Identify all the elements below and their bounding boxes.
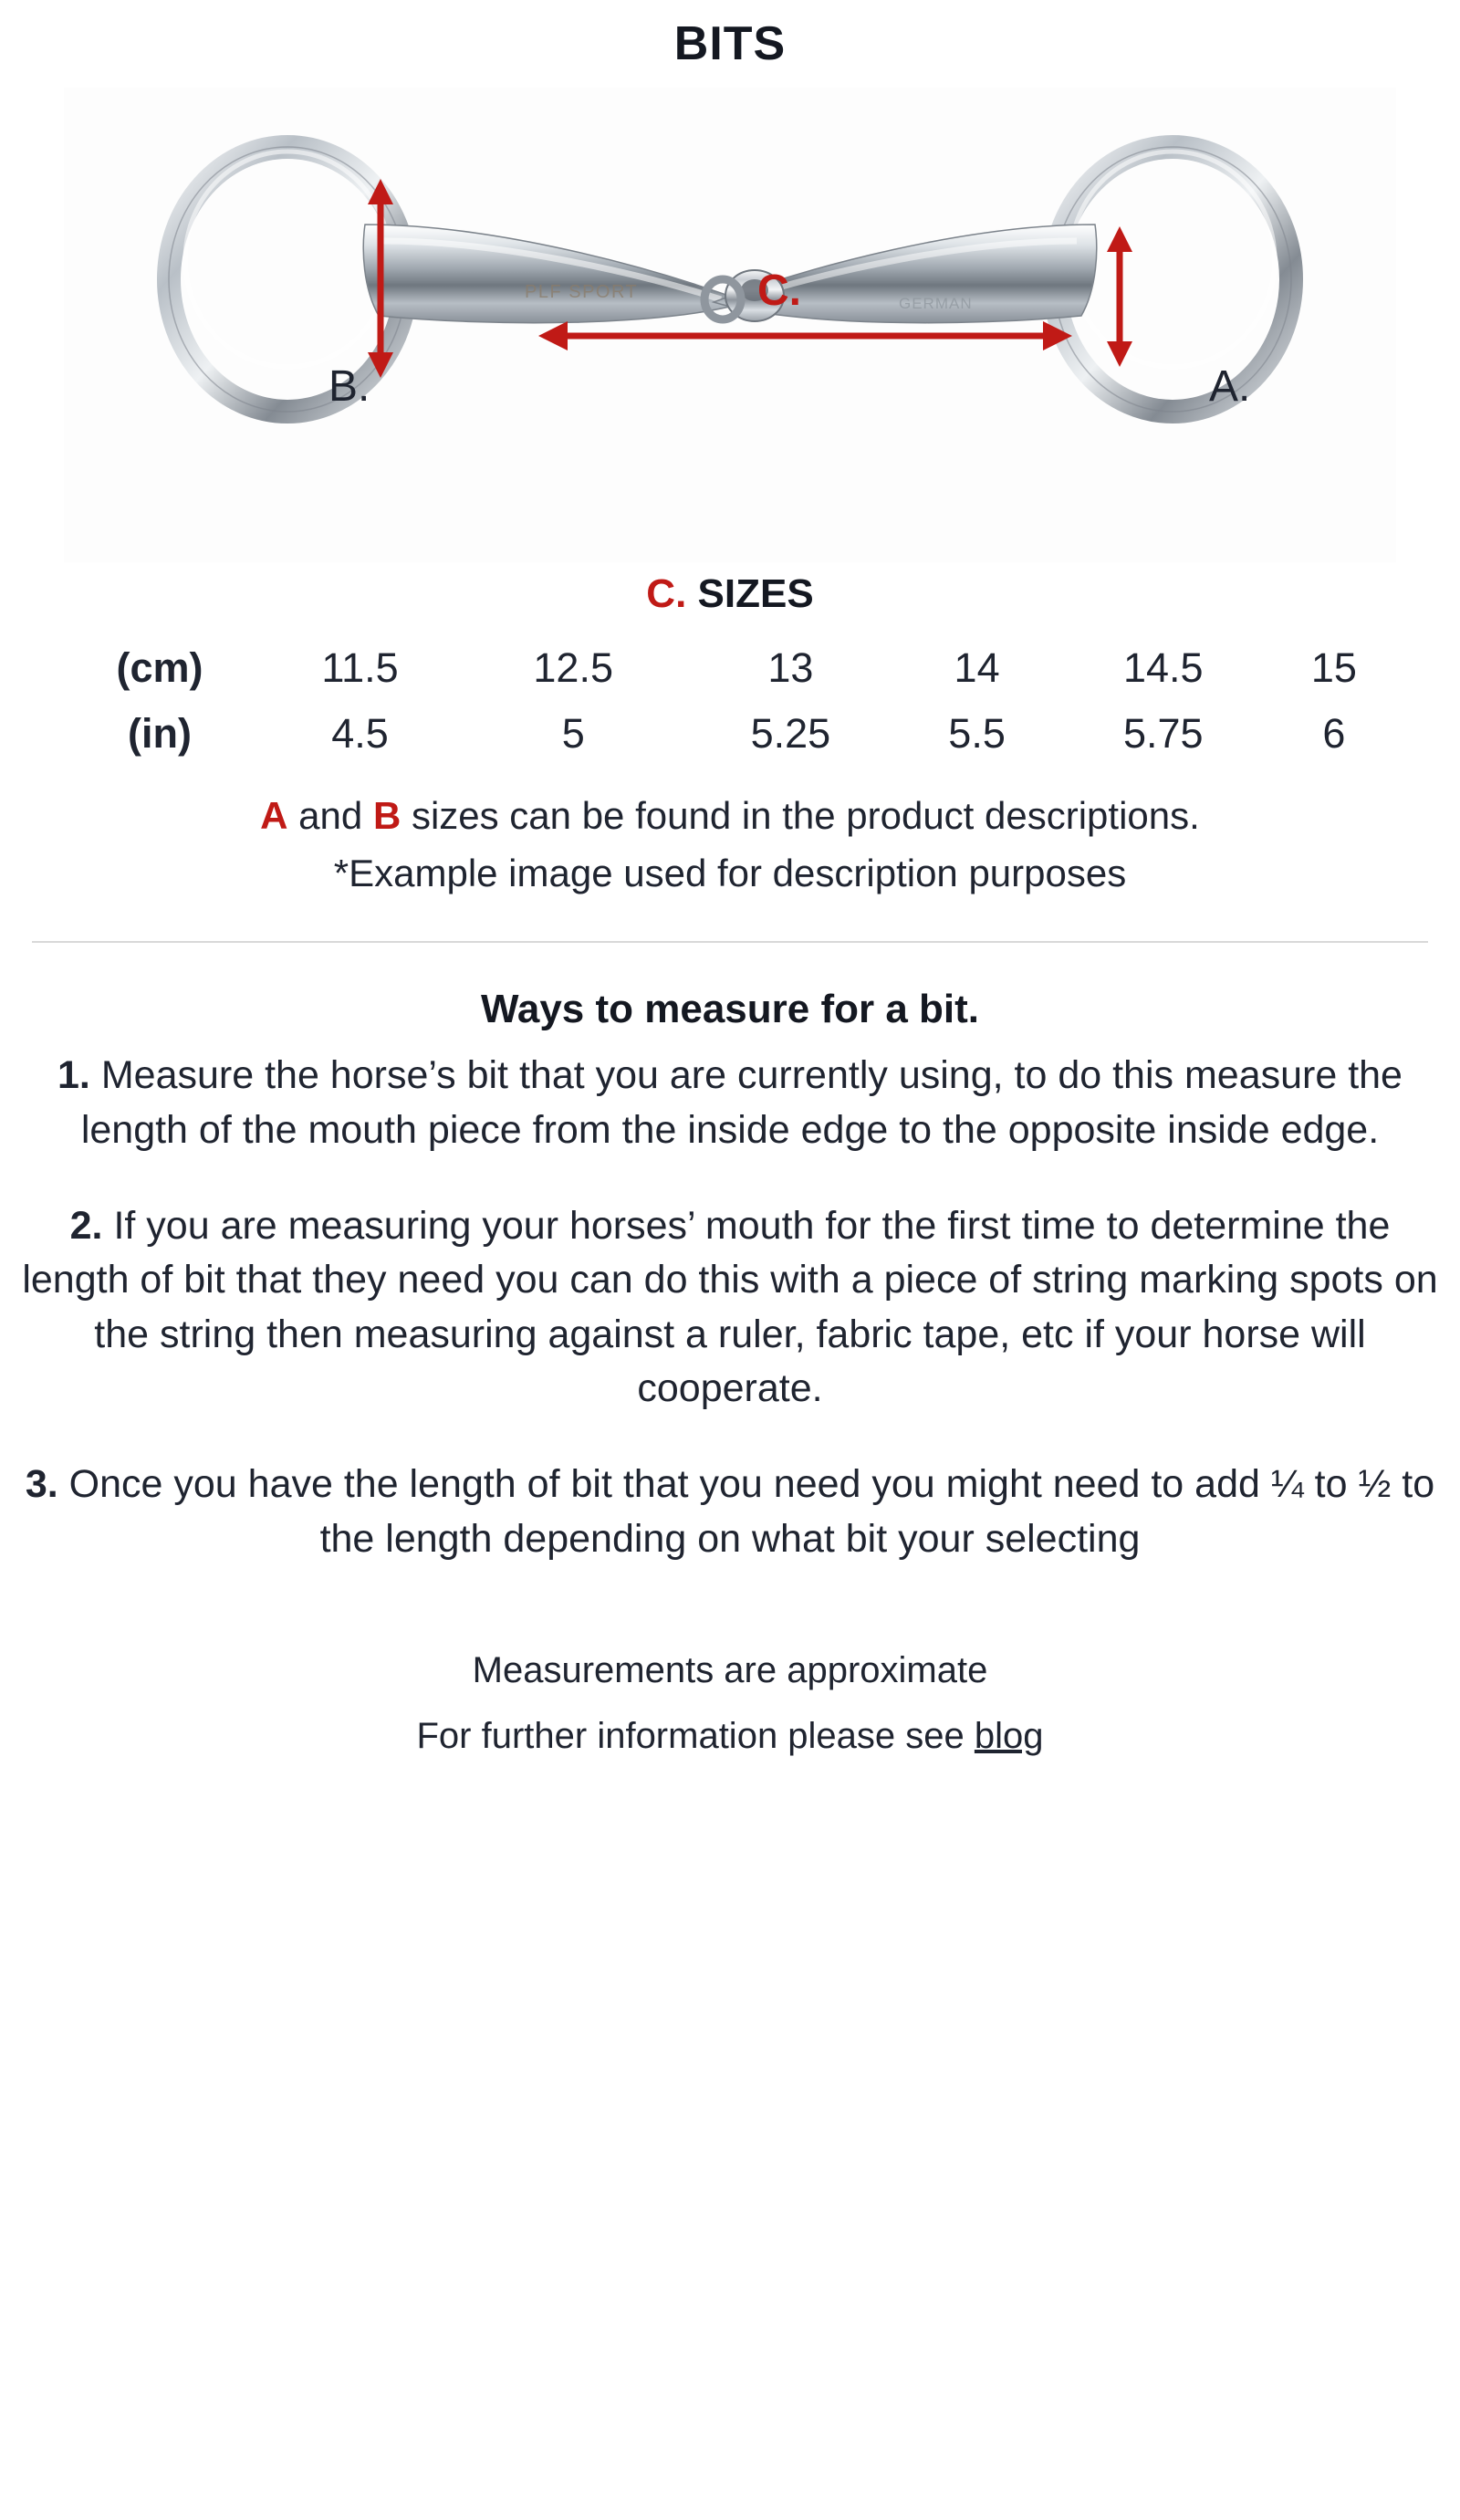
note-text: sizes can be found in the product descriptions. [401,794,1200,837]
list-item [0,1458,1460,1566]
cell-cm-4: 14.5 [1122,644,1204,691]
step-number: 2. [69,1204,103,1249]
step-text: Measure the horse’s bit that you are currently using, to do this measure the length of the mouth piece from the inside edge to the opposite inside edge. [80,1053,1403,1152]
table-row [64,635,1396,701]
page-title: BITS [673,17,787,70]
note-letter-a: A [260,794,288,837]
dimension-label-c: C. [757,267,801,315]
further-info-note [0,1710,1460,1762]
further-info-prefix: For further information please see [416,1716,975,1756]
step-number: 3. [25,1462,58,1507]
cell-cm-3: 14 [954,644,1000,691]
cell-in-4: 5.75 [1122,710,1204,757]
section-divider [32,941,1428,943]
blog-link[interactable]: blog [974,1716,1044,1756]
size-table [64,635,1396,767]
step-text: Once you have the length of bit that you need you might need to add ¼ to ½ to the length depending on what bit your selecting [57,1462,1435,1561]
dimension-label-a: A. [1209,362,1251,411]
sizes-heading [0,571,1460,617]
cell-in-1: 5 [561,710,585,757]
sizes-note [0,790,1460,842]
cell-in-0: 4.5 [331,710,389,757]
svg-text:GERMAN: GERMAN [899,295,973,312]
dimension-label-b: B. [328,362,370,411]
sizes-heading-letter: C. [646,571,687,616]
svg-text:PLF SPORT: PLF SPORT [525,282,639,302]
approximate-note: Measurements are approximate [472,1650,988,1690]
sizes-heading-text: SIZES [697,571,814,616]
cell-cm-2: 13 [767,644,814,691]
cell-in-3: 5.5 [948,710,1006,757]
note-letter-b: B [372,794,402,837]
bit-diagram [64,88,1396,562]
step-number: 1. [57,1053,90,1098]
list-item [0,1049,1460,1157]
example-image-note: *Example image used for description purposes [333,851,1127,894]
note-conjunction: and [287,794,373,837]
step-text: If you are measuring your horses’ mouth for the first time to determine the length of bit that they need you can do this with a piece of string marking spots on the string then measuring against a ruler, fabric tape, etc if your horse will cooperate. [22,1204,1438,1411]
instructions-title: Ways to measure for a bit. [480,987,980,1032]
cell-cm-5: 15 [1310,644,1357,691]
row-unit: (cm) [116,644,203,691]
cell-cm-0: 11.5 [321,644,399,691]
footer-spacer [0,1608,1460,1645]
bit-illustration [64,88,1396,562]
cell-in-2: 5.25 [750,710,831,757]
row-unit: (in) [128,710,192,757]
cell-cm-1: 12.5 [533,644,613,691]
list-item [0,1199,1460,1416]
cell-in-5: 6 [1322,710,1346,757]
table-row [64,701,1396,767]
